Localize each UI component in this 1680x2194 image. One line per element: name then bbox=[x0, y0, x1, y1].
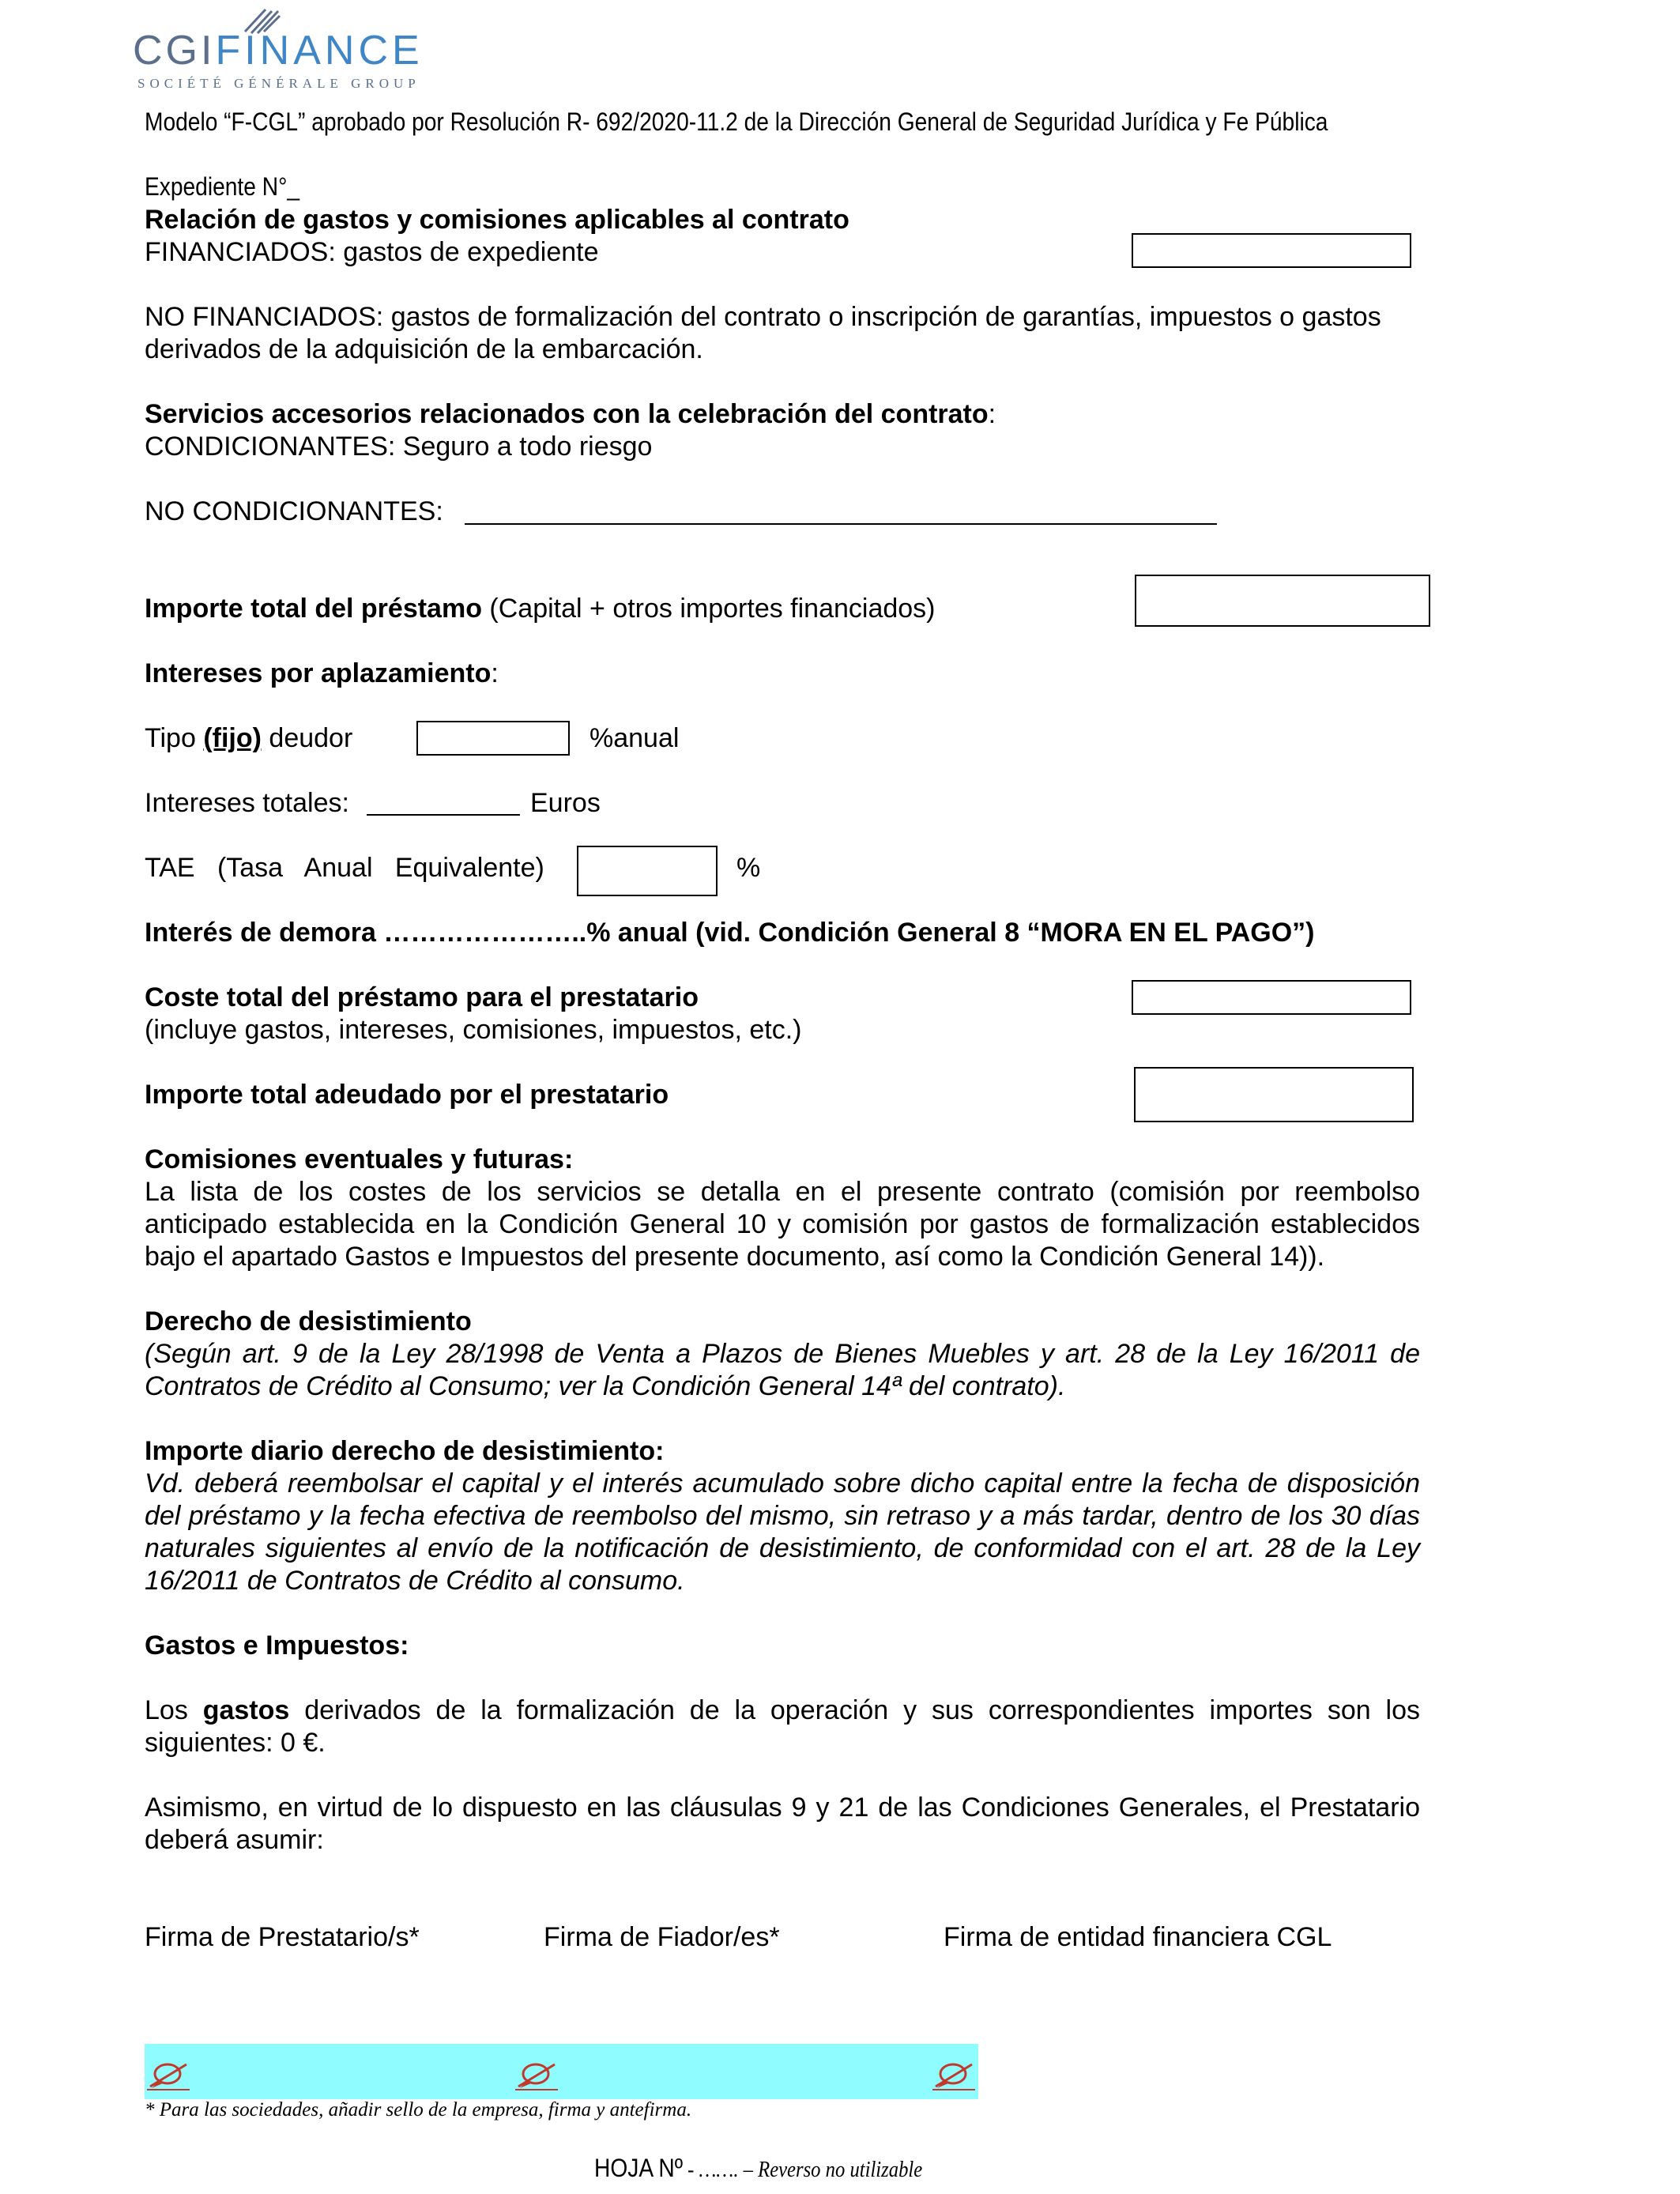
importe-adeudado-label: Importe total adeudado por el prestatario bbox=[145, 1080, 669, 1110]
intereses-totales-label: Intereses totales: bbox=[145, 788, 349, 818]
servicios-title-text: Servicios accesorios relacionados con la celebración del contrato bbox=[145, 399, 989, 429]
asimismo-text: Asimismo, en virtud de lo dispuesto en las cláusulas 9 y 21 de las Condiciones Generales, el Prestatario deberá asumir: bbox=[145, 1793, 1420, 1855]
coste-total-detail: (incluye gastos, intereses, comisiones, impuestos, etc.) bbox=[145, 1015, 802, 1045]
no-condicionantes-label: NO CONDICIONANTES: bbox=[145, 496, 443, 526]
tipo-fijo-text: (fijo) bbox=[203, 723, 262, 753]
tipo-deudor-label bbox=[145, 722, 352, 755]
tae-percent-label: % bbox=[736, 853, 761, 883]
expediente-number: Expediente N°_ bbox=[145, 172, 299, 201]
intereses-title-text: Intereses por aplazamiento bbox=[145, 658, 492, 688]
euros-label: Euros bbox=[530, 788, 601, 818]
tae-box[interactable] bbox=[577, 846, 718, 896]
importe-adeudado-box[interactable] bbox=[1134, 1067, 1414, 1122]
condicionantes-text: CONDICIONANTES: Seguro a todo riesgo bbox=[145, 432, 653, 462]
no-condicionantes-field[interactable] bbox=[465, 490, 1217, 525]
importe-total-box[interactable] bbox=[1135, 575, 1430, 627]
gastos-section-title: Relación de gastos y comisiones aplicables al contrato bbox=[145, 205, 849, 235]
logo-brand-finance: FINANCE bbox=[215, 28, 424, 74]
firma-prestatario-label: Firma de Prestatario/s* bbox=[145, 1922, 420, 1952]
desistimiento-body: (Según art. 9 de la Ley 28/1998 de Venta a Plazos de Bienes Muebles y art. 28 de la Ley 16/2011 de Contratos de Crédito al Consumo; ver la Condición General 14ª del contrato). bbox=[145, 1339, 1420, 1401]
hoja-label: HOJA Nº bbox=[594, 2154, 683, 2182]
gastos-word: gastos bbox=[202, 1695, 290, 1725]
intereses-totales-field[interactable] bbox=[367, 782, 520, 816]
logo-brand-cgi: CGI bbox=[133, 28, 216, 74]
intereses-aplazamiento-title bbox=[145, 658, 499, 690]
model-approval-line: Modelo “F-CGL” aprobado por Resolución R- 692/2020-11.2 de la Dirección General de Seguridad Jurídica y Fe Pública bbox=[145, 107, 1328, 136]
tipo-deudor-box[interactable] bbox=[416, 721, 570, 756]
servicios-title-colon: : bbox=[988, 399, 996, 429]
page-footer bbox=[594, 2154, 922, 2183]
pen-icon[interactable] bbox=[147, 2060, 191, 2091]
intereses-title-colon: : bbox=[491, 658, 499, 688]
gastos-formalizacion-text bbox=[145, 1695, 1420, 1759]
coste-total-box[interactable] bbox=[1132, 980, 1411, 1015]
servicios-section-title bbox=[145, 398, 996, 431]
interes-demora-text: Interés de demora …………………..% anual (vid. Condición General 8 “MORA EN EL PAGO”) bbox=[145, 918, 1315, 948]
financiados-text: FINANCIADOS: gastos de expediente bbox=[145, 237, 599, 267]
pen-icon[interactable] bbox=[515, 2060, 559, 2091]
financiados-amount-box[interactable] bbox=[1132, 233, 1411, 268]
importe-diario-title: Importe diario derecho de desistimiento: bbox=[145, 1436, 665, 1466]
desistimiento-title: Derecho de desistimiento bbox=[145, 1306, 472, 1336]
hoja-rest: - ……. – Reverso no utilizable bbox=[682, 2158, 923, 2182]
signature-band bbox=[145, 2044, 978, 2099]
gastos-impuestos-title: Gastos e Impuestos: bbox=[145, 1630, 409, 1661]
footnote-sociedades: * Para las sociedades, añadir sello de la empresa, firma y antefirma. bbox=[145, 2099, 692, 2120]
tipo-text: Tipo bbox=[145, 723, 204, 753]
comisiones-body: La lista de los costes de los servicios se detalla en el presente contrato (comisión por reembolso anticipado establecida en la Condición General 10 y comisión por gastos de formalización establecidos bajo el apartado Gastos e Impuestos del presente documento, así como la Condición General 14)). bbox=[145, 1177, 1420, 1272]
firma-entidad-label: Firma de entidad financiera CGL bbox=[944, 1922, 1332, 1952]
firma-fiador-label: Firma de Fiador/es* bbox=[544, 1922, 780, 1952]
importe-label: Importe total del préstamo bbox=[145, 594, 482, 624]
importe-total-prestamo bbox=[145, 593, 936, 625]
anual-label: %anual bbox=[590, 723, 680, 753]
no-financiados-line-2: derivados de la adquisición de la embarcación. bbox=[145, 334, 703, 364]
company-logo bbox=[133, 0, 424, 99]
importe-detail: (Capital + otros importes financiados) bbox=[481, 594, 936, 624]
coste-total-label: Coste total del préstamo para el prestatario bbox=[145, 982, 699, 1012]
tae-label: TAE (Tasa Anual Equivalente) bbox=[145, 853, 544, 883]
logo-subtitle: SOCIÉTÉ GÉNÉRALE GROUP bbox=[137, 76, 420, 91]
gastos-body: derivados de la formalización de la operación y sus correspondientes importes son los siguientes: 0 €. bbox=[145, 1695, 1420, 1758]
no-financiados-line-1: NO FINANCIADOS: gastos de formalización del contrato o inscripción de garantías, impuestos o gastos bbox=[145, 302, 1381, 332]
importe-diario-body: Vd. deberá reembolsar el capital y el interés acumulado sobre dicho capital entre la fecha de disposición del préstamo y la fecha efectiva de reembolso del mismo, sin retraso y a más tardar, dentro de los 30 días naturales siguientes al envío de la notificación de desistimiento, de conformidad con el art. 28 de la Ley 16/2011 de Contratos de Crédito al consumo. bbox=[145, 1468, 1420, 1596]
comisiones-title: Comisiones eventuales y futuras: bbox=[145, 1144, 574, 1174]
pen-icon[interactable] bbox=[932, 2060, 977, 2091]
los-text: Los bbox=[145, 1695, 203, 1725]
deudor-text: deudor bbox=[261, 723, 353, 753]
